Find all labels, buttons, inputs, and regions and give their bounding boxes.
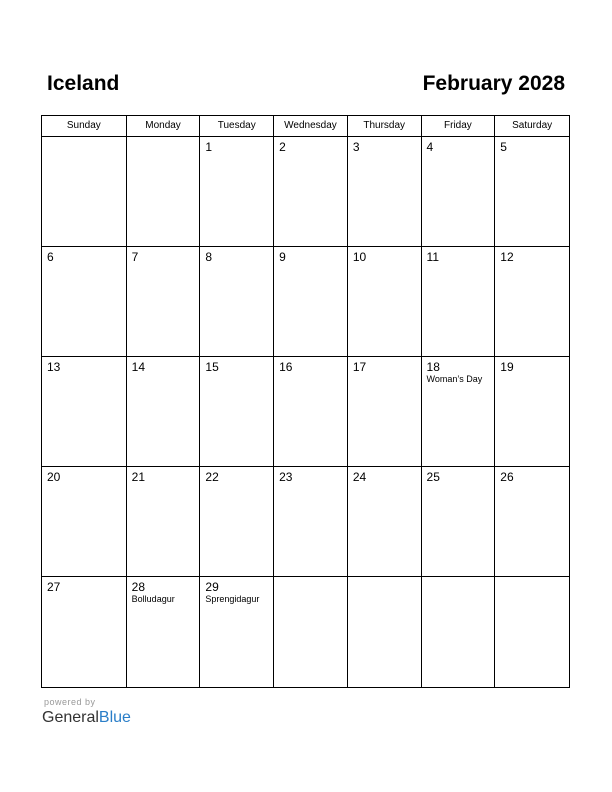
day-number: 25 — [426, 470, 440, 484]
day-number: 11 — [426, 250, 440, 264]
day-cell — [42, 577, 127, 687]
week-row — [42, 137, 569, 247]
day-number: 16 — [279, 360, 293, 374]
day-cell — [127, 247, 201, 356]
week-row — [42, 577, 569, 687]
day-cell — [200, 357, 274, 466]
day-number: 13 — [47, 360, 61, 374]
day-cell — [422, 137, 496, 246]
day-cell — [274, 247, 348, 356]
weekday-header: Wednesday — [274, 116, 348, 136]
day-cell — [274, 577, 348, 687]
day-number: 17 — [352, 360, 367, 374]
day-number: 21 — [131, 470, 146, 484]
day-number: 27 — [47, 580, 61, 594]
day-number: 9 — [279, 250, 286, 264]
day-cell — [422, 577, 496, 687]
day-number: 7 — [131, 250, 139, 264]
day-number: 22 — [205, 470, 219, 484]
day-cell — [42, 247, 127, 356]
day-number: 12 — [500, 250, 514, 264]
generalblue-logo[interactable] — [42, 708, 131, 728]
day-cell — [495, 247, 569, 356]
day-number: 29 — [205, 580, 219, 594]
day-cell — [127, 467, 201, 576]
weekday-header: Sunday — [42, 116, 127, 136]
day-number: 4 — [426, 140, 434, 154]
weekday-header: Thursday — [348, 116, 422, 136]
day-number: 8 — [205, 250, 213, 264]
day-cell — [348, 577, 422, 687]
day-cell — [200, 577, 274, 687]
day-number: 18 — [426, 360, 440, 374]
day-cell — [348, 357, 422, 466]
week-row — [42, 357, 569, 467]
day-cell — [348, 137, 422, 246]
day-number: 6 — [47, 250, 54, 264]
day-cell — [127, 137, 201, 246]
day-cell — [495, 357, 569, 466]
day-cell — [200, 137, 274, 246]
holiday-label: Woman’s Day — [426, 374, 483, 384]
day-cell — [274, 357, 348, 466]
weekday-header-row — [42, 116, 569, 137]
day-number: 1 — [205, 140, 213, 154]
day-number: 23 — [279, 470, 293, 484]
day-cell — [422, 467, 496, 576]
day-number: 14 — [131, 360, 146, 374]
day-number: 28 — [131, 580, 146, 594]
day-cell — [422, 247, 496, 356]
day-number: 15 — [205, 360, 219, 374]
day-cell — [42, 137, 127, 246]
calendar-grid — [41, 115, 570, 688]
day-cell — [495, 467, 569, 576]
weekday-header: Monday — [127, 116, 201, 136]
day-cell — [200, 467, 274, 576]
day-cell — [348, 467, 422, 576]
weekday-header: Tuesday — [200, 116, 274, 136]
day-number: 19 — [500, 360, 514, 374]
week-row — [42, 247, 569, 357]
day-cell — [495, 137, 569, 246]
calendar-title-country: Iceland — [47, 72, 120, 95]
brand-blue-text: Blue — [98, 709, 131, 726]
day-number: 24 — [352, 470, 367, 484]
holiday-label: Sprengidagur — [205, 594, 260, 604]
holiday-label: Bolludagur — [131, 594, 175, 604]
day-cell — [422, 357, 496, 466]
day-number: 20 — [47, 470, 61, 484]
day-cell — [200, 247, 274, 356]
day-cell — [274, 467, 348, 576]
day-cell — [42, 467, 127, 576]
day-number: 26 — [500, 470, 514, 484]
day-cell — [127, 577, 201, 687]
day-number: 2 — [279, 140, 286, 154]
weekday-header: Saturday — [512, 120, 553, 131]
day-number: 10 — [352, 250, 367, 264]
week-row — [42, 467, 569, 577]
calendar-title-month: February 2028 — [422, 72, 565, 95]
day-cell — [274, 137, 348, 246]
day-number: 3 — [352, 140, 360, 154]
day-number: 5 — [500, 140, 507, 154]
brand-general-text: General — [42, 709, 99, 726]
day-cell — [495, 577, 569, 687]
day-cell — [127, 357, 201, 466]
day-cell — [348, 247, 422, 356]
day-cell — [42, 357, 127, 466]
weekday-header: Friday — [422, 116, 496, 136]
powered-by-label: powered by — [44, 697, 96, 707]
